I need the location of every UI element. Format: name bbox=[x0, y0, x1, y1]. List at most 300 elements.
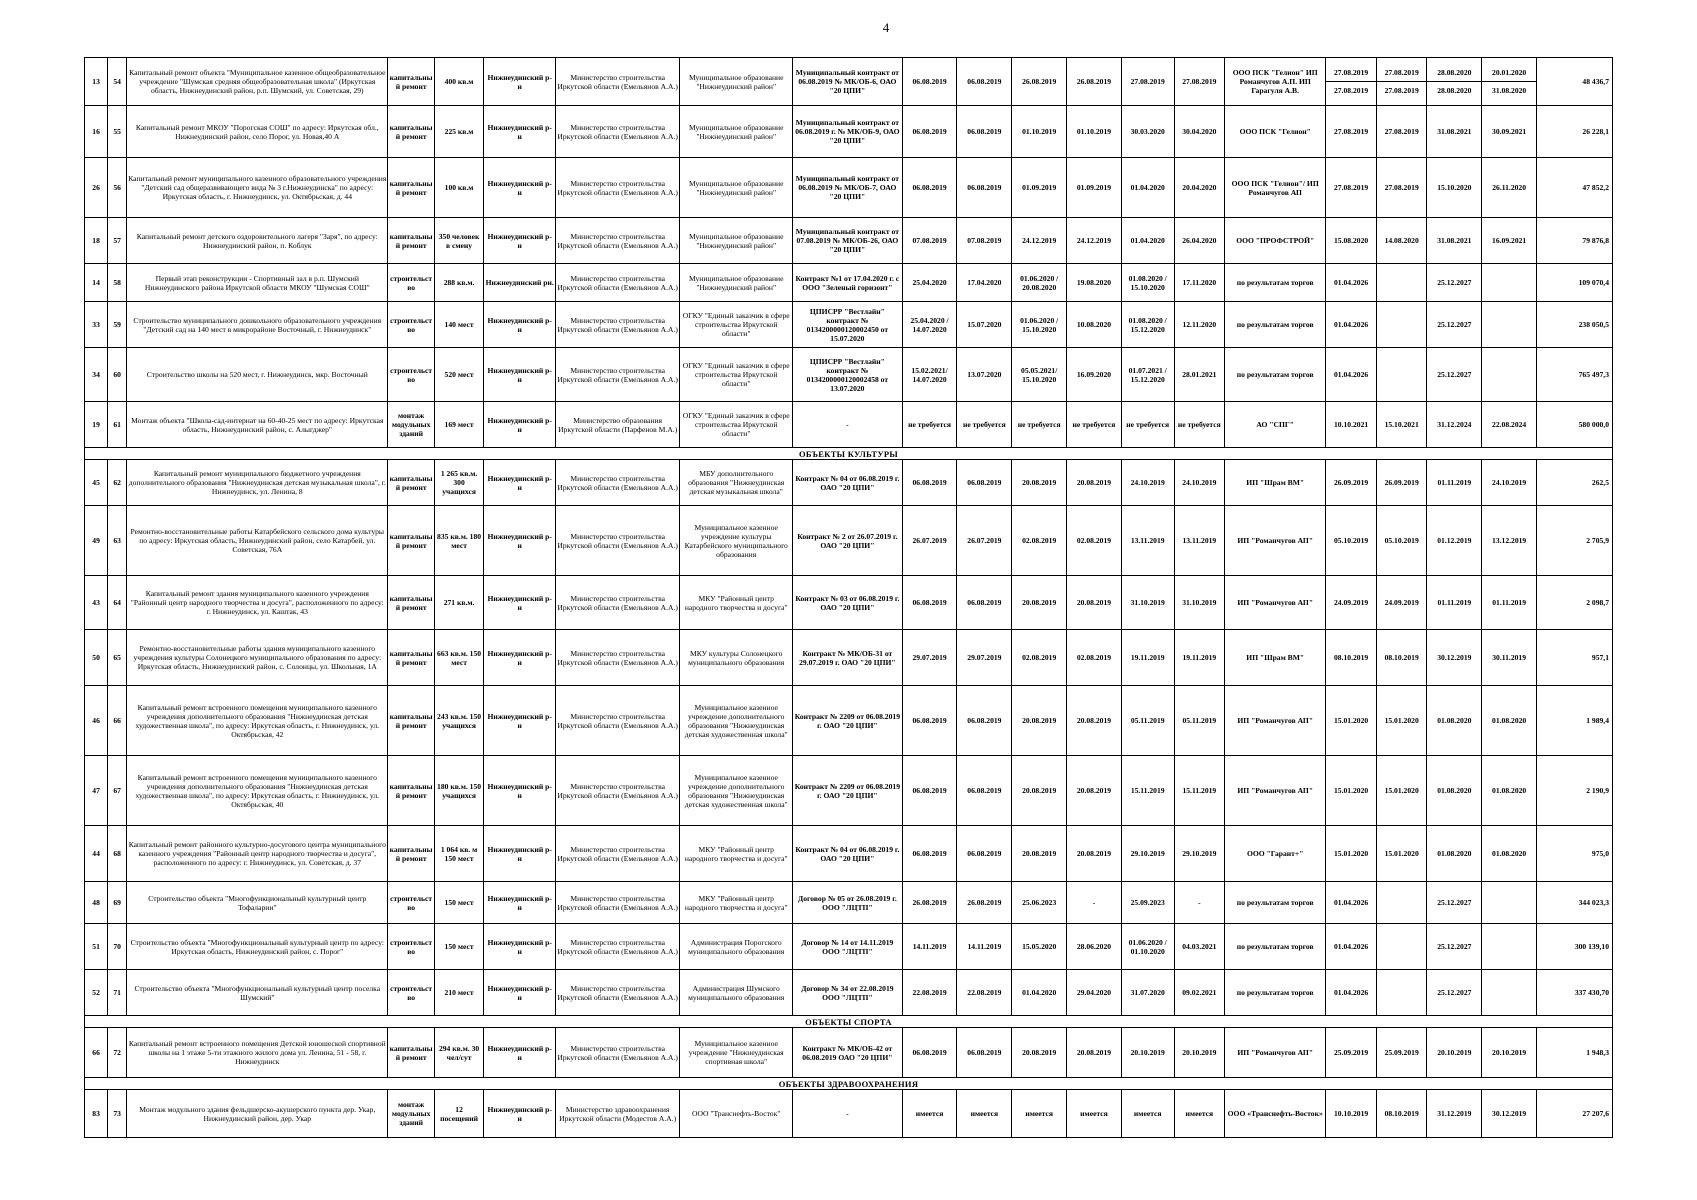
cell-contr: ООО "ПРОФСТРОЙ" bbox=[1225, 218, 1326, 264]
cell-area: Нижнеудинский р-н bbox=[484, 506, 556, 576]
cell-e2: 24.09.2019 bbox=[1376, 576, 1427, 630]
cell-area: Нижнеудинский р-н bbox=[484, 630, 556, 686]
cell-cust: МБУ дополнительного образования "Нижнеудинская детская музыкальная школа" bbox=[680, 460, 793, 506]
cell-name: Капитальный ремонт муниципального казенного образовательного учреждения "Детский сад общеразвивающего вида № 3 г.Нижнеудинска" по адресу: Иркутская область, г. Нижнеудинск, ул. Октябрьская, д. 44 bbox=[127, 158, 388, 218]
cell-gov: Министерство строительства Иркутской области (Емельянов А.А.) bbox=[555, 264, 679, 302]
cell-sum: 2 190,9 bbox=[1537, 756, 1613, 826]
cell-contract: Муниципальный контракт от 07.08.2019 № МК/ОБ-26, ОАО "20 ЦПИ" bbox=[793, 218, 903, 264]
cell-d2: 06.08.2019 bbox=[957, 58, 1012, 106]
cell-cap: 180 кв.м. 150 учащихся bbox=[434, 756, 484, 826]
cell-cust: Муниципальное казенное учреждение "Нижнеудинская спортивная школа" bbox=[680, 1028, 793, 1078]
cell-type: строительство bbox=[388, 348, 434, 402]
cell-d4: 01.10.2019 bbox=[1067, 106, 1122, 158]
cell-e1: 01.04.2026 bbox=[1326, 924, 1377, 970]
cell-e4: 30.12.2019 bbox=[1482, 1090, 1537, 1138]
cell-e2: 08.10.2019 bbox=[1376, 630, 1427, 686]
cell-sum: 26 228,1 bbox=[1537, 106, 1613, 158]
cell-c2: 65 bbox=[108, 630, 127, 686]
cell-c2: 64 bbox=[108, 576, 127, 630]
cell-c2: 60 bbox=[108, 348, 127, 402]
cell-d1: 29.07.2019 bbox=[902, 630, 957, 686]
cell-d2: 06.08.2019 bbox=[957, 460, 1012, 506]
table-row bbox=[85, 826, 1613, 882]
cell-d6: 30.04.2020 bbox=[1174, 106, 1225, 158]
cell-c1: 43 bbox=[85, 576, 108, 630]
cell-gov: Министерство строительства Иркутской области (Емельянов А.А.) bbox=[555, 106, 679, 158]
cell-d1: 06.08.2019 bbox=[902, 826, 957, 882]
cell-d4: имеется bbox=[1067, 1090, 1122, 1138]
cell-name: Строительство объекта "Многофункциональный культурный центр поселка Шумский" bbox=[127, 970, 388, 1016]
cell-d1: 06.08.2019 bbox=[902, 1028, 957, 1078]
cell-d4: 28.06.2020 bbox=[1067, 924, 1122, 970]
cell-e3: 15.10.2020 bbox=[1427, 158, 1482, 218]
cell-d3: 20.08.2019 bbox=[1012, 576, 1067, 630]
cell-d3: 01.06.2020 / 20.08.2020 bbox=[1012, 264, 1067, 302]
cell-c2: 71 bbox=[108, 970, 127, 1016]
cell-cap: 400 кв.м bbox=[434, 58, 484, 106]
cell-e2 bbox=[1376, 58, 1427, 106]
cell-type: капитальный ремонт bbox=[388, 218, 434, 264]
cell-cap: 243 кв.м. 150 учащихся bbox=[434, 686, 484, 756]
cell-name: Капитальный ремонт здания муниципального казенного учреждения "Районный центр народного творчества и досуга", расположенного по адресу: г. Нижнеудинск, ул. Каштак, 43 bbox=[127, 576, 388, 630]
cell-e3: 01.08.2020 bbox=[1427, 756, 1482, 826]
cell-c2: 57 bbox=[108, 218, 127, 264]
cell-d1: 06.08.2019 bbox=[902, 686, 957, 756]
cell-sum: 2 705,9 bbox=[1537, 506, 1613, 576]
cell-d6: 20.10.2019 bbox=[1174, 1028, 1225, 1078]
cell-e1 bbox=[1326, 58, 1377, 106]
cell-e1: 01.04.2026 bbox=[1326, 348, 1377, 402]
cell-d6: 05.11.2019 bbox=[1174, 686, 1225, 756]
cell-name: Капитальный ремонт встроенного помещения муниципального казенного учреждения дополнительного образования "Нижнеудинская детская художественная школа", по адресу: Иркутская область, г. Нижнеудинск, ул. Октябрьская, 42 bbox=[127, 686, 388, 756]
cell-gov: Министерство строительства Иркутской области (Емельянов А.А.) bbox=[555, 158, 679, 218]
cell-e1-first: 27.08.2019 bbox=[1326, 64, 1377, 82]
cell-d5: 01.08.2020 / 15.12.2020 bbox=[1121, 302, 1174, 348]
cell-gov: Министерство строительства Иркутской области (Емельянов А.А.) bbox=[555, 826, 679, 882]
cell-e4 bbox=[1482, 264, 1537, 302]
cell-c1: 51 bbox=[85, 924, 108, 970]
cell-d2: 13.07.2020 bbox=[957, 348, 1012, 402]
cell-contract: - bbox=[793, 402, 903, 448]
cell-cust: Муниципальное образование "Нижнеудинский район" bbox=[680, 106, 793, 158]
cell-type: строительство bbox=[388, 882, 434, 924]
cell-e4: 30.11.2019 bbox=[1482, 630, 1537, 686]
cell-d3: 20.08.2019 bbox=[1012, 826, 1067, 882]
cell-name: Капитальный ремонт муниципального бюджетного учреждения дополнительного образования "Нижнеудинская детская музыкальная школа", г. Нижнеудинск, ул. Ленина, 8 bbox=[127, 460, 388, 506]
cell-cap: 12 посещений bbox=[434, 1090, 484, 1138]
cell-e1: 27.08.2019 bbox=[1326, 158, 1377, 218]
cell-gov: Министерство строительства Иркутской области (Емельянов А.А.) bbox=[555, 348, 679, 402]
cell-c1: 34 bbox=[85, 348, 108, 402]
cell-e4: 16.09.2021 bbox=[1482, 218, 1537, 264]
cell-cust: ООО "Транснефть-Восток" bbox=[680, 1090, 793, 1138]
cell-e2-second: 27.08.2019 bbox=[1384, 86, 1419, 95]
cell-c2: 69 bbox=[108, 882, 127, 924]
cell-contract: Муниципальный контракт от 06.08.2019 № МК/ОБ-7, ОАО "20 ЦПИ" bbox=[793, 158, 903, 218]
table-row bbox=[85, 460, 1613, 506]
cell-d5: 01.08.2020 / 15.10.2020 bbox=[1121, 264, 1174, 302]
cell-d2: 26.07.2019 bbox=[957, 506, 1012, 576]
cell-d3: 01.04.2020 bbox=[1012, 970, 1067, 1016]
cell-d2: 06.08.2019 bbox=[957, 1028, 1012, 1078]
cell-e3: 01.12.2019 bbox=[1427, 506, 1482, 576]
cell-cap: 100 кв.м bbox=[434, 158, 484, 218]
cell-d1: не требуется bbox=[902, 402, 957, 448]
cell-d2: 06.08.2019 bbox=[957, 158, 1012, 218]
cell-e3: 01.11.2019 bbox=[1427, 576, 1482, 630]
cell-e3-first: 28.08.2020 bbox=[1427, 64, 1482, 82]
cell-contract: Контракт №1 от 17.04.2020 г. с ООО "Зеленый горизонт" bbox=[793, 264, 903, 302]
cell-contract: Договор № 34 от 22.08.2019 ООО "ЛЦТП" bbox=[793, 970, 903, 1016]
cell-cust: Муниципальное казенное учреждение культуры Катарбейского муниципального образования bbox=[680, 506, 793, 576]
cell-area: Нижнеудинский р-н bbox=[484, 460, 556, 506]
cell-name: Капитальный ремонт встроенного помещения Детской юношеской спортивной школы на 1 этаже 5-ти этажного жилого дома ул. Ленина, 51 - 58, г. Нижнеудинск bbox=[127, 1028, 388, 1078]
cell-e2: 26.09.2019 bbox=[1376, 460, 1427, 506]
cell-contr: ИП "Романчугов АП" bbox=[1225, 756, 1326, 826]
cell-c2: 55 bbox=[108, 106, 127, 158]
cell-contr: ИП "Романчугов АП" bbox=[1225, 576, 1326, 630]
cell-contr: ИП "Романчугов АП" bbox=[1225, 686, 1326, 756]
cell-d3: 20.08.2019 bbox=[1012, 1028, 1067, 1078]
cell-d1: 06.08.2019 bbox=[902, 576, 957, 630]
cell-d5: 30.03.2020 bbox=[1121, 106, 1174, 158]
cell-d4: 19.08.2020 bbox=[1067, 264, 1122, 302]
cell-name: Строительство муниципального дошкольного образовательного учреждения "Детский сад на 140 мест в микрорайоне Восточный, г. Нижнеудинск" bbox=[127, 302, 388, 348]
cell-d5: 20.10.2019 bbox=[1121, 1028, 1174, 1078]
objects-table bbox=[84, 57, 1613, 1138]
table-row bbox=[85, 402, 1613, 448]
cell-sum: 2 098,7 bbox=[1537, 576, 1613, 630]
cell-contract: ЦПИСРР "Вестлайн" контракт № 0134200000120002450 от 15.07.2020 bbox=[793, 302, 903, 348]
cell-gov: Министерство строительства Иркутской области (Емельянов А.А.) bbox=[555, 460, 679, 506]
cell-area: Нижнеудинский р-н bbox=[484, 402, 556, 448]
cell-d1: 25.04.2020 bbox=[902, 264, 957, 302]
cell-cap: 210 мест bbox=[434, 970, 484, 1016]
cell-type: капитальный ремонт bbox=[388, 826, 434, 882]
cell-d2: 06.08.2019 bbox=[957, 106, 1012, 158]
cell-d6: 17.11.2020 bbox=[1174, 264, 1225, 302]
cell-gov: Министерство строительства Иркутской области (Емельянов А.А.) bbox=[555, 576, 679, 630]
cell-e4 bbox=[1482, 302, 1537, 348]
section-culture: ОБЪЕКТЫ КУЛЬТУРЫ bbox=[85, 448, 1613, 460]
cell-contr: ООО "Гарант+" bbox=[1225, 826, 1326, 882]
cell-contract: Контракт № 2209 от 06.08.2019 г. ОАО "20 ЦПИ" bbox=[793, 756, 903, 826]
cell-e1: 27.08.2019 bbox=[1326, 106, 1377, 158]
cell-area: Нижнеудинский р-н bbox=[484, 576, 556, 630]
cell-d4: 29.04.2020 bbox=[1067, 970, 1122, 1016]
table-row bbox=[85, 882, 1613, 924]
cell-c2: 58 bbox=[108, 264, 127, 302]
cell-gov: Министерство здравоохранения Иркутской области (Модестов А.А.) bbox=[555, 1090, 679, 1138]
cell-c1: 66 bbox=[85, 1028, 108, 1078]
cell-contract: Контракт № 04 от 06.08.2019 г. ОАО "20 ЦПИ" bbox=[793, 826, 903, 882]
cell-c2: 59 bbox=[108, 302, 127, 348]
cell-name: Первый этап реконструкции - Спортивный зал в р.п. Шумский Нижнеудинского района Иркутской области МКОУ "Шумская СОШ" bbox=[127, 264, 388, 302]
cell-cap: 1 265 кв.м. 300 учащихся bbox=[434, 460, 484, 506]
cell-cust: Муниципальное образование "Нижнеудинский район" bbox=[680, 58, 793, 106]
cell-d4: 24.12.2019 bbox=[1067, 218, 1122, 264]
cell-d5: 31.10.2019 bbox=[1121, 576, 1174, 630]
table-row bbox=[85, 58, 1613, 106]
cell-d5: 27.08.2019 bbox=[1121, 58, 1174, 106]
cell-d4: 01.09.2019 bbox=[1067, 158, 1122, 218]
cell-d3: 02.08.2019 bbox=[1012, 630, 1067, 686]
table-row bbox=[85, 970, 1613, 1016]
cell-e3: 20.10.2019 bbox=[1427, 1028, 1482, 1078]
cell-d5: 01.07.2021 / 15.12.2020 bbox=[1121, 348, 1174, 402]
cell-area: Нижнеудинский р-н bbox=[484, 106, 556, 158]
cell-d6: - bbox=[1174, 882, 1225, 924]
cell-area: Нижнеудинский р-н bbox=[484, 348, 556, 402]
cell-cap: 520 мест bbox=[434, 348, 484, 402]
cell-d6: 24.10.2019 bbox=[1174, 460, 1225, 506]
cell-e1: 08.10.2019 bbox=[1326, 630, 1377, 686]
cell-e2: 14.08.2020 bbox=[1376, 218, 1427, 264]
cell-e3: 25.12.2027 bbox=[1427, 348, 1482, 402]
cell-d1: 15.02.2021/ 14.07.2020 bbox=[902, 348, 957, 402]
cell-c2: 66 bbox=[108, 686, 127, 756]
cell-d6: 31.10.2019 bbox=[1174, 576, 1225, 630]
cell-e2 bbox=[1376, 264, 1427, 302]
cell-sum: 48 436,7 bbox=[1537, 58, 1613, 106]
cell-cust: Муниципальное образование "Нижнеудинский район" bbox=[680, 218, 793, 264]
cell-contr: АО "СПГ" bbox=[1225, 402, 1326, 448]
cell-cap: 1 064 кв. м 150 мест bbox=[434, 826, 484, 882]
cell-d6: 12.11.2020 bbox=[1174, 302, 1225, 348]
cell-e3: 30.12.2019 bbox=[1427, 630, 1482, 686]
cell-d5: 19.11.2019 bbox=[1121, 630, 1174, 686]
cell-gov: Министерство строительства Иркутской области (Емельянов А.А.) bbox=[555, 970, 679, 1016]
cell-cap: 150 мест bbox=[434, 924, 484, 970]
cell-d2: не требуется bbox=[957, 402, 1012, 448]
cell-e3: 01.08.2020 bbox=[1427, 826, 1482, 882]
cell-d1: 06.08.2019 bbox=[902, 106, 957, 158]
cell-contr: по результатам торгов bbox=[1225, 302, 1326, 348]
cell-c1: 46 bbox=[85, 686, 108, 756]
section-health: ОБЪЕКТЫ ЗДРАВООХРАНЕНИЯ bbox=[85, 1078, 1613, 1090]
cell-d4: 10.08.2020 bbox=[1067, 302, 1122, 348]
cell-d5: 24.10.2019 bbox=[1121, 460, 1174, 506]
cell-contr: по результатам торгов bbox=[1225, 882, 1326, 924]
cell-e3-second: 28.08.2020 bbox=[1437, 86, 1472, 95]
cell-c1: 19 bbox=[85, 402, 108, 448]
cell-d4: 02.08.2019 bbox=[1067, 506, 1122, 576]
cell-d6: 19.11.2019 bbox=[1174, 630, 1225, 686]
cell-cap: 150 мест bbox=[434, 882, 484, 924]
cell-d6: 28.01.2021 bbox=[1174, 348, 1225, 402]
cell-d5: 01.04.2020 bbox=[1121, 158, 1174, 218]
cell-sum: 1 948,3 bbox=[1537, 1028, 1613, 1078]
cell-gov: Министерство строительства Иркутской области (Емельянов А.А.) bbox=[555, 58, 679, 106]
cell-area: Нижнеудинский р-н bbox=[484, 756, 556, 826]
cell-name: Строительство объекта "Многофункциональный культурный центр Тофаларии" bbox=[127, 882, 388, 924]
cell-contract: Контракт № 2 от 26.07.2019 г. ОАО "20 ЦПИ" bbox=[793, 506, 903, 576]
cell-cap: 225 кв.м bbox=[434, 106, 484, 158]
cell-area: Нижнеудинский р-н bbox=[484, 58, 556, 106]
cell-sum: 975,0 bbox=[1537, 826, 1613, 882]
cell-contr: ООО «Транснефть-Восток» bbox=[1225, 1090, 1326, 1138]
cell-d5: 25.09.2023 bbox=[1121, 882, 1174, 924]
section-sport: ОБЪЕКТЫ СПОРТА bbox=[85, 1016, 1613, 1028]
cell-name: Капитальный ремонт МКОУ "Порогская СОШ" по адресу: Иркутская обл., Нижнеудинский район, село Порог, ул. Новая,40 А bbox=[127, 106, 388, 158]
cell-contr: ИП "Романчугов АП" bbox=[1225, 1028, 1326, 1078]
cell-cap: 350 человек в смену bbox=[434, 218, 484, 264]
cell-e2: 15.01.2020 bbox=[1376, 686, 1427, 756]
cell-d2: имеется bbox=[957, 1090, 1012, 1138]
cell-cust: Муниципальное казенное учреждение дополнительного образования "Нижнеудинская детская художественная школа" bbox=[680, 686, 793, 756]
cell-contract: Муниципальный контракт от 06.08.2019 г. № МК/ОБ-9, ОАО "20 ЦПИ" bbox=[793, 106, 903, 158]
cell-cap: 835 кв.м. 180 мест bbox=[434, 506, 484, 576]
cell-gov: Министерство строительства Иркутской области (Емельянов А.А.) bbox=[555, 1028, 679, 1078]
cell-c1: 44 bbox=[85, 826, 108, 882]
cell-d5: 29.10.2019 bbox=[1121, 826, 1174, 882]
cell-c1: 14 bbox=[85, 264, 108, 302]
cell-c1: 47 bbox=[85, 756, 108, 826]
cell-sum: 262,5 bbox=[1537, 460, 1613, 506]
cell-d1: 22.08.2019 bbox=[902, 970, 957, 1016]
cell-cust: ОГКУ "Единый заказчик в сфере строительства Иркутской области" bbox=[680, 348, 793, 402]
cell-type: капитальный ремонт bbox=[388, 106, 434, 158]
cell-d4: - bbox=[1067, 882, 1122, 924]
cell-e2: 15.01.2020 bbox=[1376, 826, 1427, 882]
cell-e4: 01.08.2020 bbox=[1482, 826, 1537, 882]
cell-e1: 15.01.2020 bbox=[1326, 686, 1377, 756]
cell-area: Нижнеудинский р-н bbox=[484, 686, 556, 756]
cell-d6: 27.08.2019 bbox=[1174, 58, 1225, 106]
cell-contr: по результатам торгов bbox=[1225, 924, 1326, 970]
cell-c2: 56 bbox=[108, 158, 127, 218]
cell-gov: Министерство строительства Иркутской области (Емельянов А.А.) bbox=[555, 756, 679, 826]
cell-type: капитальный ремонт bbox=[388, 460, 434, 506]
cell-c1: 16 bbox=[85, 106, 108, 158]
cell-d6: 04.03.2021 bbox=[1174, 924, 1225, 970]
cell-e3: 31.08.2021 bbox=[1427, 218, 1482, 264]
cell-sum: 1 989,4 bbox=[1537, 686, 1613, 756]
cell-e4: 22.08.2024 bbox=[1482, 402, 1537, 448]
cell-c1: 50 bbox=[85, 630, 108, 686]
cell-e1-second: 27.08.2019 bbox=[1333, 86, 1369, 95]
cell-sum: 344 023,3 bbox=[1537, 882, 1613, 924]
cell-c1: 26 bbox=[85, 158, 108, 218]
cell-contr: ООО ПСК "Гелион" bbox=[1225, 106, 1326, 158]
cell-d3: 24.12.2019 bbox=[1012, 218, 1067, 264]
cell-e4: 24.10.2019 bbox=[1482, 460, 1537, 506]
cell-gov: Министерство строительства Иркутской области (Емельянов А.А.) bbox=[555, 506, 679, 576]
cell-e4-second: 31.08.2020 bbox=[1492, 86, 1527, 95]
cell-e2 bbox=[1376, 970, 1427, 1016]
cell-d5: 01.06.2020 / 01.10.2020 bbox=[1121, 924, 1174, 970]
cell-e2: 15.10.2021 bbox=[1376, 402, 1427, 448]
cell-type: капитальный ремонт bbox=[388, 506, 434, 576]
cell-d5: 13.11.2019 bbox=[1121, 506, 1174, 576]
cell-type: монтаж модульных зданий bbox=[388, 402, 434, 448]
cell-type: строительство bbox=[388, 264, 434, 302]
cell-name: Капитальный ремонт районного культурно-досугового центра муниципального казенного учреждения "Районный центр народного творчества и досуга", расположенного по адресу: г. Нижнеудинск, ул. Советская, д. 37 bbox=[127, 826, 388, 882]
cell-e4 bbox=[1482, 924, 1537, 970]
cell-cust: Муниципальное образование "Нижнеудинский район" bbox=[680, 264, 793, 302]
cell-area: Нижнеудинский р-н bbox=[484, 882, 556, 924]
cell-d3: имеется bbox=[1012, 1090, 1067, 1138]
cell-cust: Администрация Порогского муниципального образования bbox=[680, 924, 793, 970]
cell-type: капитальный ремонт bbox=[388, 630, 434, 686]
table-row bbox=[85, 924, 1613, 970]
cell-type: монтаж модульных зданий bbox=[388, 1090, 434, 1138]
table-row bbox=[85, 630, 1613, 686]
cell-gov: Министерство строительства Иркутской области (Емельянов А.А.) bbox=[555, 302, 679, 348]
cell-contract: Контракт № МК/ОБ-42 от 06.08.2019 ОАО "20 ЦПИ" bbox=[793, 1028, 903, 1078]
cell-cust: Муниципальное образование "Нижнеудинский район" bbox=[680, 158, 793, 218]
cell-area: Нижнеудинский рн. bbox=[484, 264, 556, 302]
cell-name: Монтаж объекта "Школа-сад-интернат на 60-40-25 мест по адресу: Иркутская область, Нижнеудинский район, с. Алыгджер" bbox=[127, 402, 388, 448]
cell-e4-first: 20.01.2020 bbox=[1482, 64, 1537, 82]
cell-d5: 01.04.2020 bbox=[1121, 218, 1174, 264]
cell-e1: 05.10.2019 bbox=[1326, 506, 1377, 576]
cell-gov: Министерство строительства Иркутской области (Емельянов А.А.) bbox=[555, 924, 679, 970]
cell-d3: 25.06.2023 bbox=[1012, 882, 1067, 924]
cell-cap: 663 кв.м. 150 мест bbox=[434, 630, 484, 686]
cell-d5: имеется bbox=[1121, 1090, 1174, 1138]
cell-name: Строительство школы на 520 мест, г. Нижнеудинск, мкр. Восточный bbox=[127, 348, 388, 402]
cell-contract: Контракт № МК/ОБ-31 от 29.07.2019 г. ОАО "20 ЦПИ" bbox=[793, 630, 903, 686]
cell-contr: ООО ПСК "Гелион"/ ИП Романчугов АП bbox=[1225, 158, 1326, 218]
page-number: 4 bbox=[882, 20, 890, 35]
cell-sum: 27 207,6 bbox=[1537, 1090, 1613, 1138]
cell-d2: 06.08.2019 bbox=[957, 756, 1012, 826]
cell-d1: 26.08.2019 bbox=[902, 882, 957, 924]
cell-c1: 33 bbox=[85, 302, 108, 348]
cell-d6: 09.02.2021 bbox=[1174, 970, 1225, 1016]
cell-e2 bbox=[1376, 924, 1427, 970]
cell-e2 bbox=[1376, 302, 1427, 348]
cell-e4: 01.08.2020 bbox=[1482, 756, 1537, 826]
table-row bbox=[85, 686, 1613, 756]
table-row bbox=[85, 302, 1613, 348]
cell-type: капитальный ремонт bbox=[388, 756, 434, 826]
cell-c2: 67 bbox=[108, 756, 127, 826]
cell-contract: Муниципальный контракт от 06.08.2019 № МК/ОБ-6, ОАО "20 ЦПИ" bbox=[793, 58, 903, 106]
cell-sum: 957,1 bbox=[1537, 630, 1613, 686]
cell-sum: 109 070,4 bbox=[1537, 264, 1613, 302]
cell-name: Ремонтно-восстановительные работы здания муниципального казенного учреждения культуры Солонецкого муниципального образования по адресу: Иркутская область, Нижнеудинский район, с. Солонцы, ул. Школьная, 1А bbox=[127, 630, 388, 686]
table-row bbox=[85, 576, 1613, 630]
cell-e1: 01.04.2026 bbox=[1326, 302, 1377, 348]
cell-contract: - bbox=[793, 1090, 903, 1138]
cell-contr: по результатам торгов bbox=[1225, 348, 1326, 402]
cell-d3: 02.08.2019 bbox=[1012, 506, 1067, 576]
cell-e3: 25.12.2027 bbox=[1427, 924, 1482, 970]
cell-e1: 01.04.2026 bbox=[1326, 264, 1377, 302]
cell-d3: 05.05.2021/ 15.10.2020 bbox=[1012, 348, 1067, 402]
cell-area: Нижнеудинский р-н bbox=[484, 970, 556, 1016]
cell-area: Нижнеудинский р-н bbox=[484, 302, 556, 348]
cell-e3: 31.12.2019 bbox=[1427, 1090, 1482, 1138]
cell-area: Нижнеудинский р-н bbox=[484, 218, 556, 264]
cell-e4 bbox=[1482, 970, 1537, 1016]
cell-d1: имеется bbox=[902, 1090, 957, 1138]
cell-contract: Договор № 14 от 14.11.2019 ООО "ЛЦТП" bbox=[793, 924, 903, 970]
cell-d1: 06.08.2019 bbox=[902, 58, 957, 106]
cell-d2: 26.08.2019 bbox=[957, 882, 1012, 924]
cell-type: капитальный ремонт bbox=[388, 158, 434, 218]
cell-e4: 01.08.2020 bbox=[1482, 686, 1537, 756]
table-row bbox=[85, 1028, 1613, 1078]
table-row bbox=[85, 756, 1613, 826]
cell-gov: Министерство строительства Иркутской области (Емельянов А.А.) bbox=[555, 686, 679, 756]
cell-d1: 06.08.2019 bbox=[902, 460, 957, 506]
cell-contr: по результатам торгов bbox=[1225, 264, 1326, 302]
cell-area: Нижнеудинский р-н bbox=[484, 924, 556, 970]
cell-sum: 300 139,10 bbox=[1537, 924, 1613, 970]
